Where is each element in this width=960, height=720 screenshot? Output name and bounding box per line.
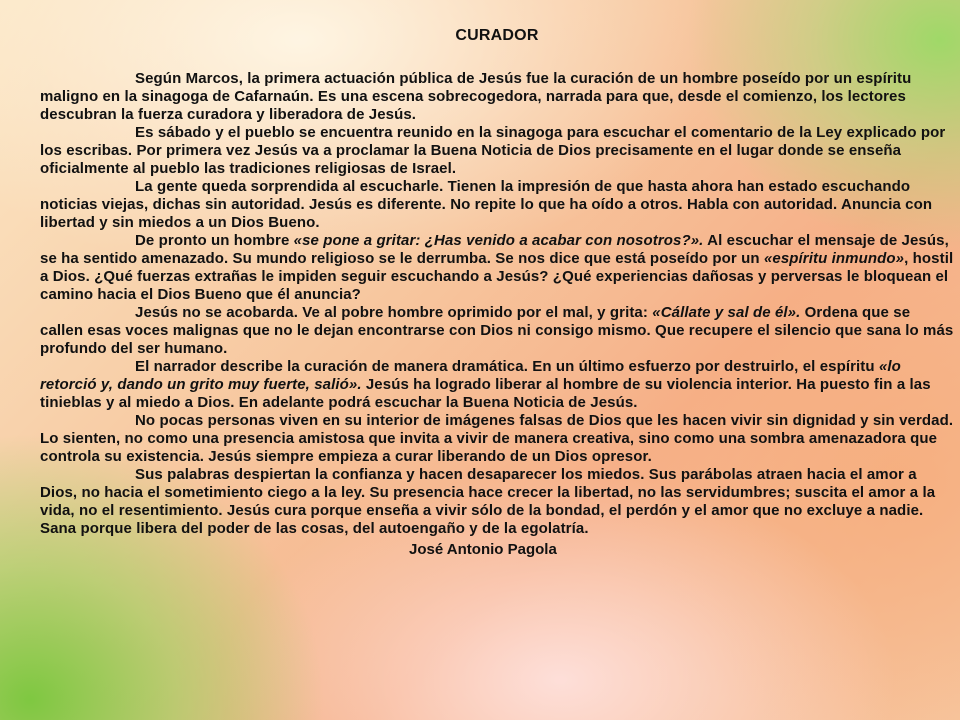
paragraph: [40, 304, 954, 358]
paragraph-text: La gente queda sorprendida al escucharle. Tienen la impresión de que hasta ahora han estado escuchando noticias viejas, dichas sin autoridad. Jesús es diferente. No repite lo que ha oído a otros. Habla con autoridad. Anuncia con libertad y sin miedos a un Dios Bueno.: [40, 178, 933, 231]
quote-text: «lo retorció y, dando un grito muy fuerte, salió».: [40, 358, 901, 393]
paragraph: [40, 358, 954, 412]
quote-text: «se pone a gritar: ¿Has venido a acabar con nosotros?».: [293, 232, 704, 249]
paragraph-text: Jesús no se acobarda. Ve al pobre hombre oprimido por el mal, y grita:: [135, 304, 653, 321]
paragraph-text: Sus palabras despiertan la confianza y hacen desaparecer los miedos. Sus parábolas atraen hacia el amor a Dios, no hacia el sometimiento ciego a la ley. Su presencia hace crecer la libertad, no las servidumbres; suscita el amor a la vida, no el resentimiento. Jesús cura porque enseña a vivir sólo de la bondad, el perdón y el amor que no excluye a nadie. Sana porque libera del poder de las cosas, del autoengaño y de la egolatría.: [40, 466, 936, 537]
paragraph-text: No pocas personas viven en su interior de imágenes falsas de Dios que les hacen vivir sin dignidad y sin verdad. Lo sienten, no como una presencia amistosa que invita a vivir de manera creativa, sino como una sombra amenazadora que controla su existencia. Jesús siempre empieza a curar liberando de un Dios opresor.: [40, 412, 954, 465]
paragraph: [40, 178, 954, 232]
paragraph-text: Según Marcos, la primera actuación pública de Jesús fue la curación de un hombre poseído por un espíritu maligno en la sinagoga de Cafarnaún. Es una escena sobrecogedora, narrada para que, desde el comienzo, los lectores descubran la fuerza curadora y liberadora de Jesús.: [40, 70, 912, 123]
document-page: [40, 24, 954, 560]
paragraph: [40, 232, 954, 304]
paragraph: [40, 70, 954, 124]
paragraph: [40, 466, 954, 538]
quote-text: «Cállate y sal de él».: [652, 304, 801, 321]
paragraph-text: Ordena que se callen esas voces malignas que no le dejan encontrarse con Dios ni consigo mismo. Que recupere el silencio que sana lo más profundo del ser humano.: [40, 304, 954, 357]
author-signature: José Antonio Pagola: [409, 541, 557, 558]
paragraph-text: Al escuchar el mensaje de Jesús, se ha sentido amenazado. Su mundo religioso se le derrumba. Se nos dice que está poseído por un: [40, 232, 949, 267]
paragraph-text: , hostil a Dios. ¿Qué fuerzas extrañas le impiden seguir escuchando a Jesús? ¿Qué experiencias dañosas y perversas le bloquean el camino hacia el Dios Bueno que él anuncia?: [40, 250, 954, 303]
paragraph: [40, 124, 954, 178]
paragraph-text: El narrador describe la curación de manera dramática. En un último esfuerzo por destruirlo, el espíritu: [135, 358, 879, 375]
paragraph-text: Es sábado y el pueblo se encuentra reunido en la sinagoga para escuchar el comentario de la Ley explicado por los escribas. Por primera vez Jesús va a proclamar la Buena Noticia de Dios precisamente en el lugar donde se enseña oficialmente al pueblo las tradiciones religiosas de Israel.: [40, 124, 946, 177]
paragraph-text: Jesús ha logrado liberar al hombre de su violencia interior. Ha puesto fin a las tinieblas y al miedo a Dios. En adelante podrá escuchar la Buena Noticia de Jesús.: [40, 376, 931, 411]
document-body: [40, 70, 954, 538]
paragraph-text: De pronto un hombre: [135, 232, 294, 249]
quote-text: «espíritu inmundo»: [763, 250, 905, 267]
paragraph: [40, 412, 954, 466]
document-title: CURADOR: [455, 27, 539, 44]
